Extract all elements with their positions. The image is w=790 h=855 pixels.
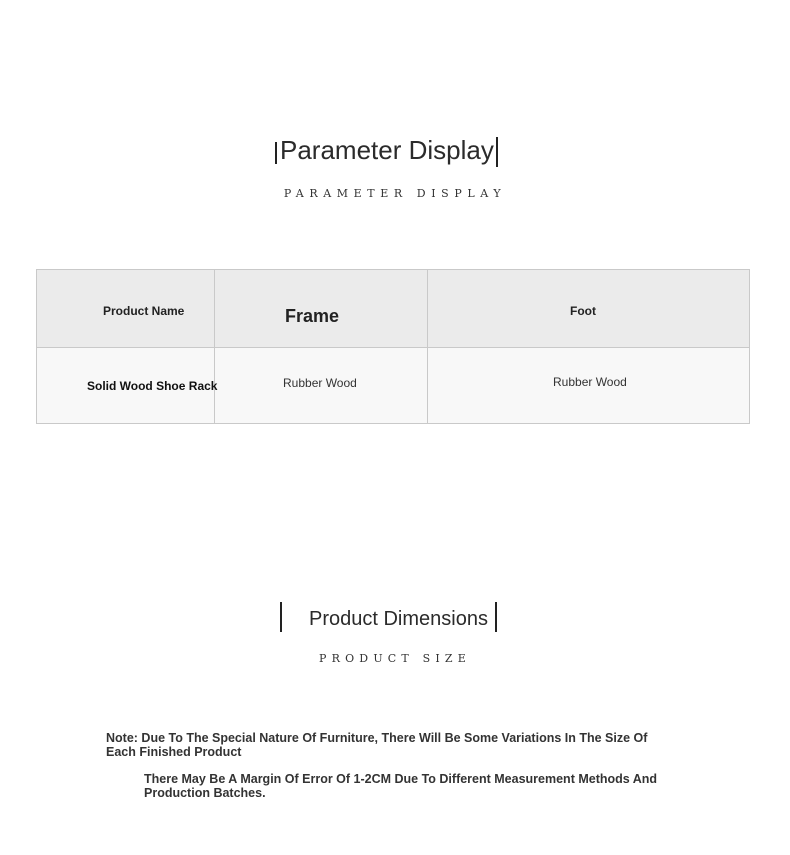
header-foot: Foot (570, 304, 596, 318)
cell-product-name: Solid Wood Shoe Rack (87, 379, 218, 393)
heading-right-bar (495, 602, 497, 632)
cell-foot: Rubber Wood (553, 375, 627, 389)
header-frame: Frame (285, 306, 340, 326)
heading-left-bar (275, 142, 277, 164)
cell-frame: Rubber Wood (283, 376, 357, 390)
product-dimensions-heading (278, 598, 502, 638)
heading-right-bar (496, 137, 498, 167)
margin-of-error-note: There May Be A Margin Of Error Of 1-2CM Due To Different Measurement Methods And Production Batches. (144, 772, 658, 800)
parameter-display-subtitle: PARAMETER DISPLAY (283, 187, 507, 200)
section-title: Product Dimensions (309, 608, 488, 630)
parameter-table (36, 269, 750, 424)
heading-left-bar (280, 602, 282, 632)
product-size-subtitle: PRODUCT SIZE (319, 652, 471, 665)
header-product-name: Product Name (103, 304, 185, 318)
size-variation-note: Note: Due To The Special Nature Of Furniture, There Will Be Some Variations In The Size Of Each Finished Product (106, 731, 648, 759)
column-divider (214, 270, 215, 423)
column-divider (427, 270, 428, 423)
parameter-display-heading (262, 132, 512, 176)
page-title: Parameter Display (280, 135, 494, 165)
